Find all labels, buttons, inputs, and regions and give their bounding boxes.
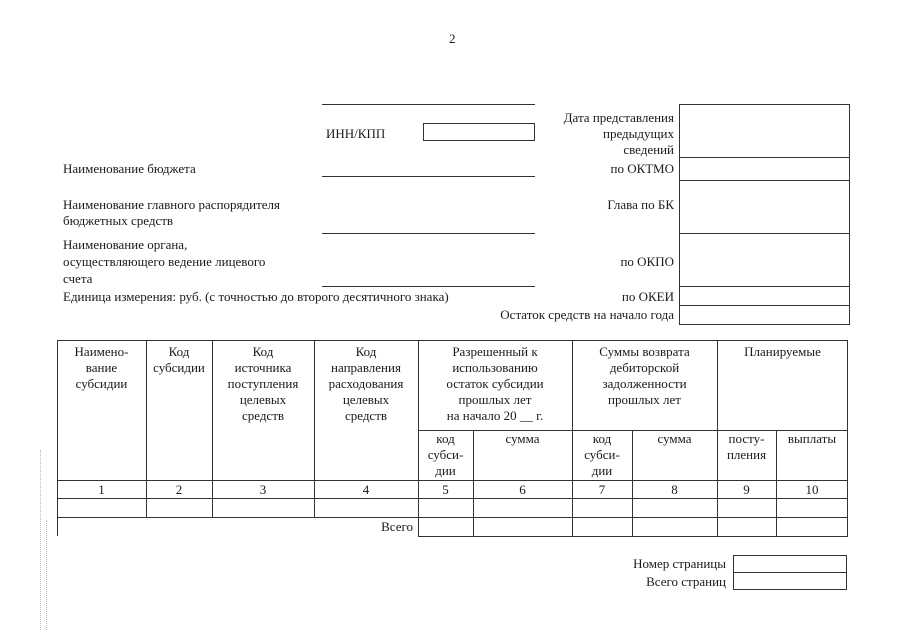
unit-label: Единица измерения: руб. (с точностью до второго десятичного знака) bbox=[63, 289, 449, 304]
inn-kpp-box[interactable] bbox=[423, 123, 535, 141]
col-header-source-code: Код источника поступления целевых средств bbox=[227, 344, 299, 423]
subheader-sum-6: сумма bbox=[505, 431, 540, 446]
col-number: 7 bbox=[598, 482, 606, 497]
oktmo-label: по ОКТМО bbox=[610, 161, 674, 176]
codes-column bbox=[679, 104, 850, 325]
col-header-planned: Планируемые bbox=[744, 344, 821, 359]
col-header-spending-code: Код направления расходования целевых средств bbox=[328, 344, 404, 423]
col-number: 4 bbox=[362, 482, 370, 497]
col-header-subsidy-code: Код субсидии bbox=[153, 344, 205, 375]
col-number: 1 bbox=[98, 482, 105, 497]
subheader-sum-8: сумма bbox=[657, 431, 692, 446]
account-org-label-1: Наименование органа, bbox=[63, 237, 188, 252]
page-number-label: Номер страницы bbox=[633, 556, 726, 571]
glava-bk-label: Глава по БК bbox=[607, 197, 674, 212]
col-header-allowed-balance: Разрешенный к использованию остаток субсидии прошлых лет на начало 20 __ г. bbox=[446, 344, 544, 423]
prev-date-label-1: Дата представления bbox=[563, 110, 674, 125]
subheader-code-5: код субси- дии bbox=[427, 431, 464, 478]
prev-date-label-2: предыдущих bbox=[603, 126, 674, 141]
subheader-income: посту- пления bbox=[726, 431, 767, 462]
col-number: 3 bbox=[259, 482, 267, 497]
col-number: 2 bbox=[175, 482, 183, 497]
chief-manager-label-2: бюджетных средств bbox=[63, 213, 174, 228]
prev-date-label-3: сведений bbox=[623, 142, 674, 157]
page-number: 2 bbox=[449, 31, 456, 46]
scan-artifact bbox=[40, 450, 41, 630]
scan-artifact bbox=[46, 520, 47, 630]
col-number: 8 bbox=[671, 482, 678, 497]
chief-manager-label-1: Наименование главного распорядителя bbox=[63, 197, 280, 212]
total-pages-label: Всего страниц bbox=[646, 574, 726, 589]
col-header-subsidy-name: Наимено- вание субсидии bbox=[74, 344, 129, 391]
balance-label: Остаток средств на начало года bbox=[500, 307, 674, 322]
total-label: Всего bbox=[381, 519, 413, 534]
total-pages-box[interactable] bbox=[733, 572, 847, 590]
col-number: 5 bbox=[442, 482, 449, 497]
inn-kpp-label: ИНН/КПП bbox=[326, 126, 386, 141]
account-org-label-2: осуществляющего ведение лицевого bbox=[63, 254, 266, 269]
okei-label: по ОКЕИ bbox=[621, 289, 674, 304]
subheader-payments: выплаты bbox=[787, 431, 837, 446]
col-header-returns: Суммы возврата дебиторской задолженности прошлых лет bbox=[599, 344, 690, 407]
col-number: 9 bbox=[743, 482, 750, 497]
col-number: 10 bbox=[805, 482, 819, 497]
account-org-label-3: счета bbox=[63, 271, 93, 286]
budget-name-label: Наименование бюджета bbox=[63, 161, 196, 176]
okpo-label: по ОКПО bbox=[620, 254, 674, 269]
subheader-code-7: код субси- дии bbox=[584, 431, 620, 478]
col-number: 6 bbox=[519, 482, 526, 497]
page-number-box[interactable] bbox=[733, 555, 847, 573]
